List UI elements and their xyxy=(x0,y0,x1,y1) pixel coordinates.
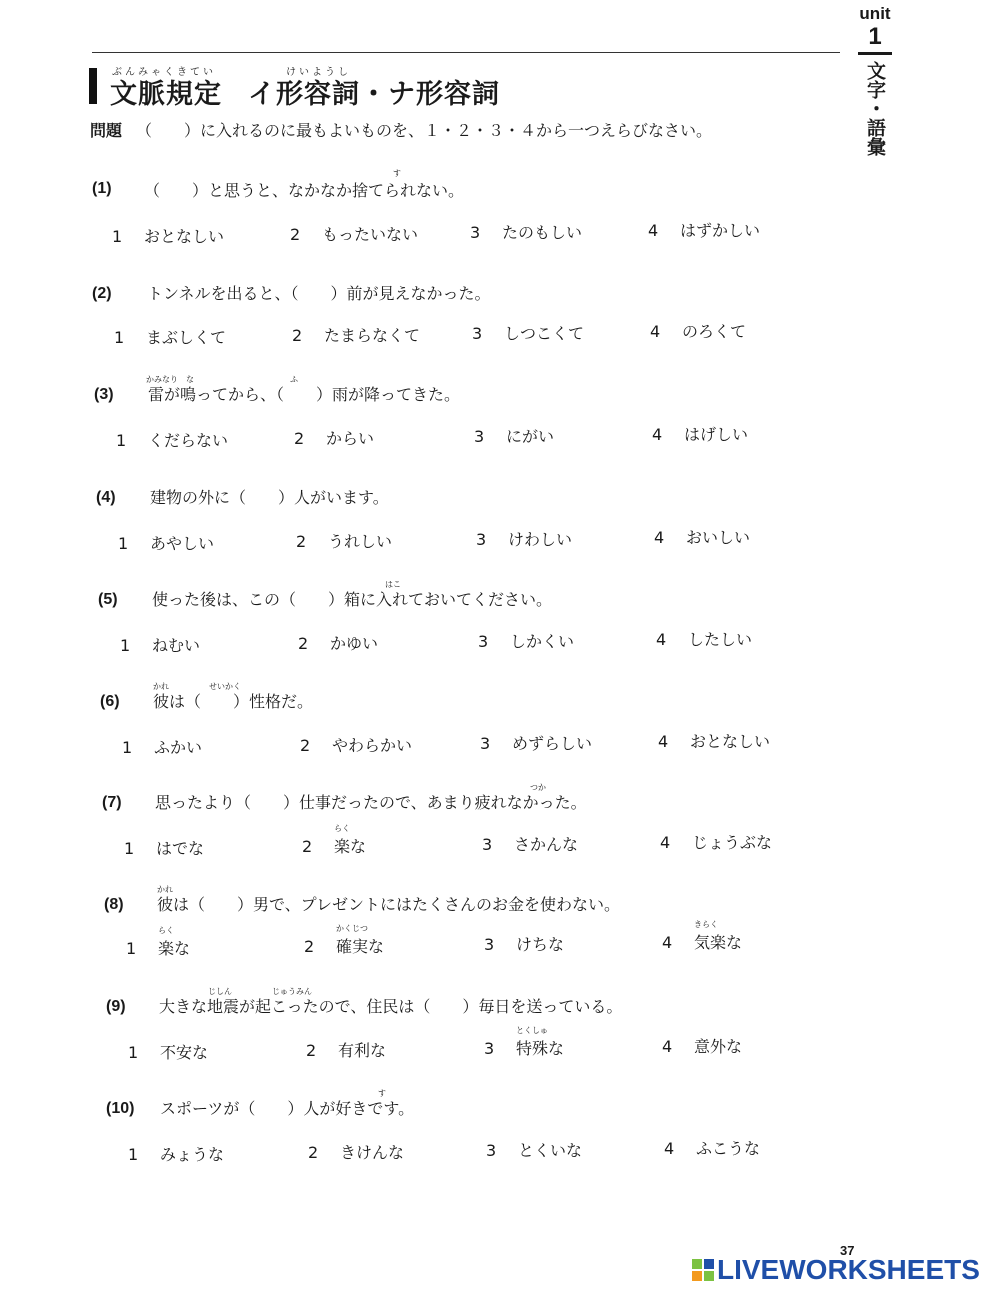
question-3 xyxy=(0,375,1000,482)
option-4[interactable]: 4 意外な xyxy=(662,1037,743,1056)
option-2[interactable]: 2 きけんな xyxy=(308,1143,405,1162)
option-2[interactable]: 2 楽な xyxy=(302,837,367,856)
option-4[interactable]: 4 気楽な xyxy=(662,933,743,952)
option-1[interactable]: 1 あやしい xyxy=(118,534,215,553)
option-3[interactable]: 3 けちな xyxy=(484,935,565,954)
option-2[interactable]: 2 たまらなくて xyxy=(292,326,421,345)
option-3[interactable]: 3 にがい xyxy=(474,427,555,446)
title-part-2: イ形容詞・ナ形容詞 xyxy=(248,79,500,110)
title-bar xyxy=(89,68,97,104)
question-ruby: じしん じゅうみん xyxy=(208,987,312,996)
instruction-text: （ ）に入れるのに最もよいものを、１・２・３・４から一つえらびなさい。 xyxy=(136,121,713,140)
option-1[interactable]: 1 ねむい xyxy=(120,636,201,655)
option-4[interactable]: 4 はずかしい xyxy=(648,221,761,240)
question-ruby: す xyxy=(393,169,401,178)
option-1[interactable]: 1 ふかい xyxy=(122,738,203,757)
title-ruby-1: ぶんみゃくきてい xyxy=(112,67,216,78)
question-number: (4) xyxy=(96,489,116,506)
question-number: (5) xyxy=(98,591,118,608)
option-3[interactable]: 3 特殊な xyxy=(484,1039,565,1058)
question-text: 使った後は、この（ ）箱に入れておいてください。 xyxy=(152,590,553,609)
option-4[interactable]: 4 じょうぶな xyxy=(660,833,773,852)
option-1[interactable]: 1 不安な xyxy=(128,1043,209,1062)
question-1 xyxy=(0,169,1000,276)
option-4[interactable]: 4 ふこうな xyxy=(664,1139,761,1158)
question-10 xyxy=(0,1089,1000,1196)
question-8 xyxy=(0,885,1000,992)
option-4[interactable]: 4 したしい xyxy=(656,630,753,649)
question-4 xyxy=(0,485,1000,585)
option-3[interactable]: 3 めずらしい xyxy=(480,734,593,753)
question-ruby: かれ せいかく xyxy=(153,682,241,691)
page-title xyxy=(110,72,500,111)
option-4[interactable]: 4 のろくて xyxy=(650,322,747,341)
question-6 xyxy=(0,682,1000,789)
option-1[interactable]: 1 みょうな xyxy=(128,1145,225,1164)
option-2[interactable]: 2 うれしい xyxy=(296,532,393,551)
side-label: 文字・語彙 xyxy=(864,61,886,156)
option-3[interactable]: 3 たのもしい xyxy=(470,223,583,242)
option-ruby: らく xyxy=(158,926,174,935)
option-4[interactable]: 4 おとなしい xyxy=(658,732,771,751)
option-3[interactable]: 3 さかんな xyxy=(482,835,579,854)
option-2[interactable]: 2 かゆい xyxy=(298,634,379,653)
option-4[interactable]: 4 はげしい xyxy=(652,425,749,444)
option-2[interactable]: 2 もったいない xyxy=(290,225,419,244)
question-number: (9) xyxy=(106,998,126,1015)
title-part-1: 文脈規定 xyxy=(110,79,222,110)
option-1[interactable]: 1 おとなしい xyxy=(112,227,225,246)
question-ruby: す xyxy=(378,1089,386,1098)
option-1[interactable]: 1 はでな xyxy=(124,839,205,858)
question-text: 雷が鳴ってから、（ ）雨が降ってきた。 xyxy=(148,385,461,404)
question-9 xyxy=(0,987,1000,1094)
option-3[interactable]: 3 とくいな xyxy=(486,1141,583,1160)
logo-text: LIVEWORKSHEETS xyxy=(717,1254,980,1285)
question-7 xyxy=(0,783,1000,890)
question-text: 思ったより（ ）仕事だったので、あまり疲れなかった。 xyxy=(155,793,587,812)
option-2[interactable]: 2 有利な xyxy=(306,1041,387,1060)
option-ruby: らく xyxy=(334,824,350,833)
question-5 xyxy=(0,580,1000,687)
unit-rule xyxy=(858,52,892,55)
question-number: (3) xyxy=(94,386,114,403)
option-3[interactable]: 3 しかくい xyxy=(478,632,575,651)
page-number: 37 xyxy=(840,1243,855,1258)
option-ruby: かくじつ xyxy=(336,924,368,933)
option-3[interactable]: 3 しつこくて xyxy=(472,324,585,343)
question-ruby: はこ xyxy=(385,580,401,589)
option-4[interactable]: 4 おいしい xyxy=(654,528,751,547)
liveworksheets-logo[interactable] xyxy=(692,1254,980,1286)
question-number: (7) xyxy=(102,794,122,811)
option-2[interactable]: 2 からい xyxy=(294,429,375,448)
unit-number: 1 xyxy=(868,23,882,50)
instruction-label: 問題 xyxy=(90,121,123,140)
option-2[interactable]: 2 やわらかい xyxy=(300,736,413,755)
question-ruby: かみなり な ふ xyxy=(146,375,298,384)
question-ruby: かれ xyxy=(157,885,173,894)
question-number: (10) xyxy=(106,1100,135,1117)
question-number: (1) xyxy=(92,180,112,197)
question-text: 彼は（ ）性格だ。 xyxy=(153,692,314,711)
unit-header xyxy=(852,4,898,156)
question-ruby: つか xyxy=(530,783,546,792)
option-ruby: とくしゅ xyxy=(516,1026,548,1035)
question-text: 大きな地震が起こったので、住民は（ ）毎日を送っている。 xyxy=(159,997,623,1016)
header-rule xyxy=(92,52,840,53)
unit-word: unit xyxy=(859,4,891,23)
option-1[interactable]: 1 くだらない xyxy=(116,431,229,450)
question-2 xyxy=(0,281,1000,381)
question-number: (6) xyxy=(100,693,120,710)
title-ruby-2: けいようし xyxy=(286,67,351,78)
option-2[interactable]: 2 確実な xyxy=(304,937,385,956)
option-ruby: きらく xyxy=(694,920,718,929)
option-1[interactable]: 1 まぶしくて xyxy=(114,328,227,347)
option-3[interactable]: 3 けわしい xyxy=(476,530,573,549)
question-text: 彼は（ ）男で、プレゼントにはたくさんのお金を使わない。 xyxy=(157,895,621,914)
liveworksheets-logo-icon xyxy=(692,1259,714,1281)
question-text: スポーツが（ ）人が好きです。 xyxy=(160,1099,415,1118)
question-number: (2) xyxy=(92,285,112,302)
question-text: 建物の外に（ ）人がいます。 xyxy=(150,488,389,507)
option-1[interactable]: 1 楽な xyxy=(126,939,191,958)
instruction xyxy=(90,118,712,141)
question-text: （ ）と思うと、なかなか捨てられない。 xyxy=(144,181,465,200)
question-number: (8) xyxy=(104,896,124,913)
question-text: トンネルを出ると、（ ）前が見えなかった。 xyxy=(147,284,491,303)
